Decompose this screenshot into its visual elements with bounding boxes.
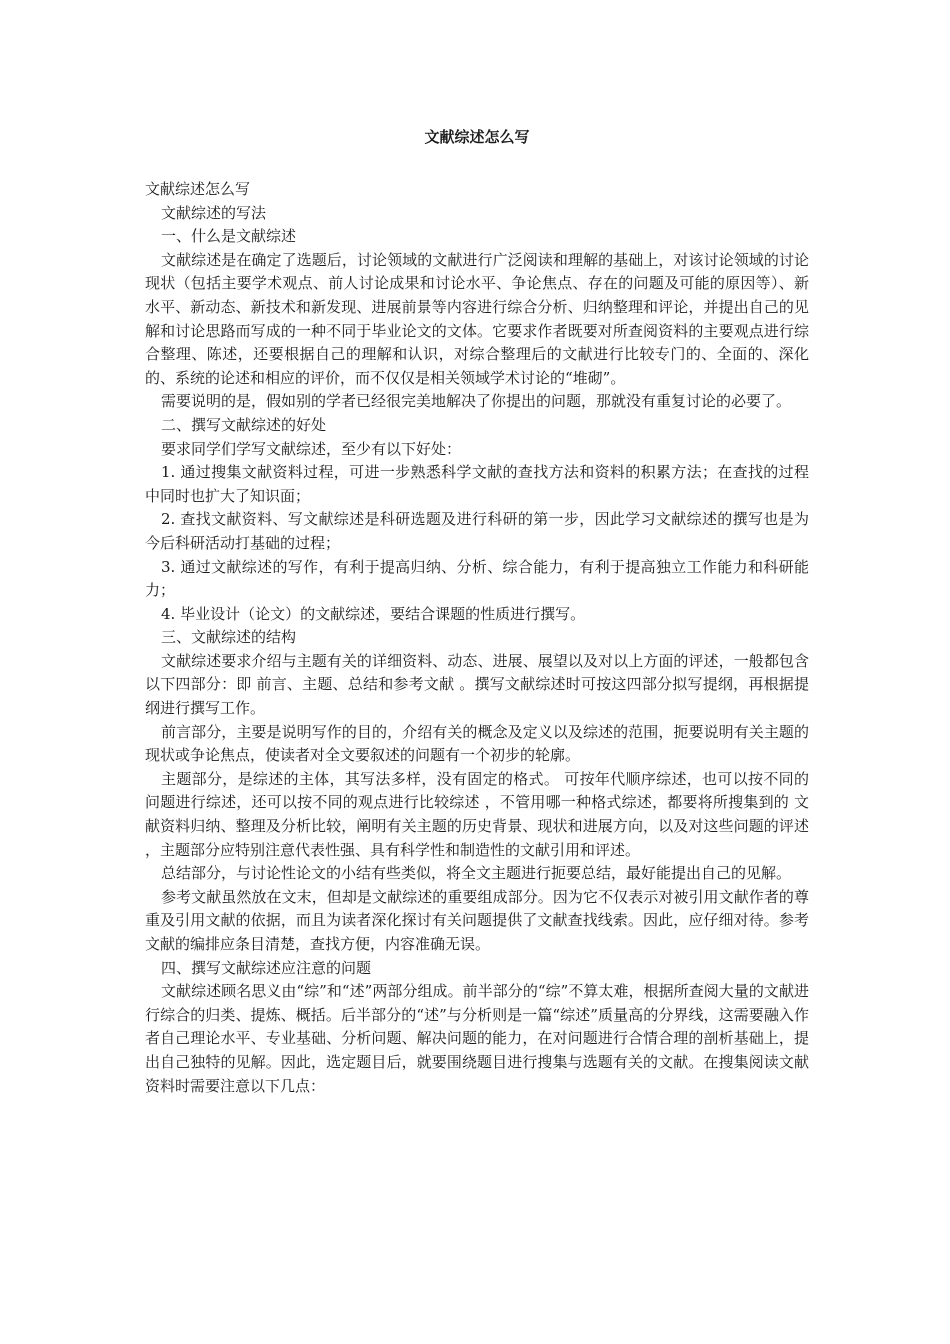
document-title: 文献综述怎么写 (424, 128, 530, 146)
paragraph: 文献综述要求介绍与主题有关的详细资料、动态、进展、展望以及对以上方面的评述，一般都包含以下四部分：即 前言、主题、总结和参考文献 。撰写文献综述时可按这四部分拟写提纲，再根据提纲进行撰写工作。 (145, 651, 809, 718)
section-line: 二、撰写文献综述的好处 (161, 415, 327, 434)
paragraph: 1. 通过搜集文献资料过程，可进一步熟悉科学文献的查找方法和资料的积累方法；在查找的过程中同时也扩大了知识面； (145, 463, 809, 505)
document-body (145, 178, 809, 1098)
document-page (145, 126, 809, 1098)
section-line: 四、撰写文献综述应注意的问题 (161, 958, 372, 977)
paragraph: 3. 通过文献综述的写作，有利于提高归纳、分析、综合能力，有利于提高独立工作能力和科研能力； (145, 557, 809, 600)
paragraph: 2. 查找文献资料、写文献综述是科研选题及进行科研的第一步，因此学习文献综述的撰写也是为今后科研活动打基础的过程； (145, 510, 809, 552)
paragraph: 前言部分，主要是说明写作的目的，介绍有关的概念及定义以及综述的范围，扼要说明有关主题的现状或争论焦点，使读者对全文要叙述的问题有一个初步的轮廓。 (145, 722, 809, 765)
document-heading: 文献综述怎么写 (145, 180, 251, 198)
section-line: 文献综述的写法 (161, 203, 267, 222)
section-line: 三、文献综述的结构 (161, 628, 297, 647)
paragraph: 参考文献虽然放在文末，但却是文献综述的重要组成部分。因为它不仅表示对被引用文献作者的尊重及引用文献的依据，而且为读者深化探讨有关问题提供了文献查找线索。因此，应仔细对待。参考文献的编排应条目清楚，查找方便，内容准确无误。 (145, 887, 809, 953)
paragraph: 总结部分，与讨论性论文的小结有些类似，将全文主题进行扼要总结，最好能提出自己的见解。 (161, 864, 792, 883)
section-line: 一、什么是文献综述 (161, 227, 297, 246)
paragraph: 主题部分，是综述的主体，其写法多样，没有固定的格式。 可按年代顺序综述，也可以按不同的问题进行综述，还可以按不同的观点进行比较综述 ，不管用哪一种格式综述，都要将所搜集到的 文献资料归纳、整理及分析比较，阐明有关主题的历史背景、现状和进展方向，以及对这些问题的评述 ，主题部分应特别注意代表性强、具有科学性和制造性的文献引用和评述。 (145, 769, 809, 859)
paragraph: 文献综述顾名思义由“综”和“述”两部分组成。前半部分的“综”不算太难，根据所查阅大量的文献进行综合的归类、提炼、概括。后半部分的“述”与分析则是一篇“综述”质量高的分界线，这需要融入作者自己理论水平、专业基础、分析问题、解决问题的能力，在对问题进行合情合理的剖析基础上，提出自己独特的见解。因此，选定题目后，就要围绕题目进行搜集与选题有关的文献。在搜集阅读文献资料时需要注意以下几点： (145, 982, 809, 1095)
section-line: 要求同学们学写文献综述，至少有以下好处： (161, 439, 462, 458)
paragraph: 文献综述是在确定了选题后，讨论领域的文献进行广泛阅读和理解的基础上，对该讨论领域的讨论现状（包括主要学术观点、前人讨论成果和讨论水平、争论焦点、存在的问题及可能的原因等）、新水平、新动态、新技术和新发现、进展前景等内容进行综合分析、归纳整理和评论，并提出自己的见解和讨论思路而写成的一种不同于毕业论文的文体。它要求作者既要对所查阅资料的主要观点进行综合整理、陈述，还要根据自己的理解和认识，对综合整理后的文献进行比较专门的、全面的、深化的、系统的论述和相应的评价，而不仅仅是相关领域学术讨论的“堆砌”。 (145, 250, 809, 387)
paragraph: 需要说明的是，假如别的学者已经很完美地解决了你提出的问题，那就没有重复讨论的必要了。 (161, 392, 792, 411)
section-line: 4. 毕业设计（论文）的文献综述，要结合课题的性质进行撰写。 (161, 604, 586, 623)
